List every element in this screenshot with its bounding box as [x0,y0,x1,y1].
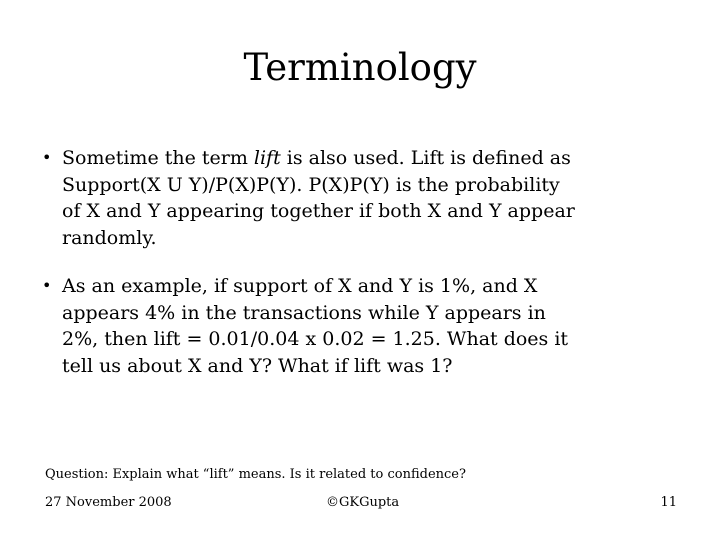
bullet-text: is also used. Lift is defined as [280,147,571,169]
question-note: Question: Explain what “lift” means. Is it related to confidence? [45,467,466,482]
bullet-line: Support(X U Y)/P(X)P(Y). P(X)P(Y) is the probability [62,173,560,196]
bullet-line: 2%, then lift = 0.01/0.04 x 0.02 = 1.25. What does it [62,328,569,350]
bullet-line: randomly. [62,226,157,249]
bullet-marker: • [42,148,52,167]
bullet-marker: • [42,276,52,295]
bullet-line [62,145,672,172]
bullet-lift-definition [42,145,672,251]
bullet-line: tell us about X and Y? What if lift was 1? [62,354,453,377]
footer-author: ©GKGupta [326,495,400,510]
emphasis-term-lift: lift [253,147,281,169]
slide-title: Terminology [243,46,477,89]
bullet-line: of X and Y appearing together if both X and Y appear [62,200,575,222]
bullet-line: As an example, if support of X and Y is 1%, and X [62,275,538,297]
footer-page-number: 11 [660,495,677,510]
bullet-line: appears 4% in the transactions while Y appears in [62,301,546,324]
bullet-lift-example [42,273,672,379]
footer-date: 27 November 2008 [45,495,172,510]
bullet-text: Sometime the term [62,147,254,169]
